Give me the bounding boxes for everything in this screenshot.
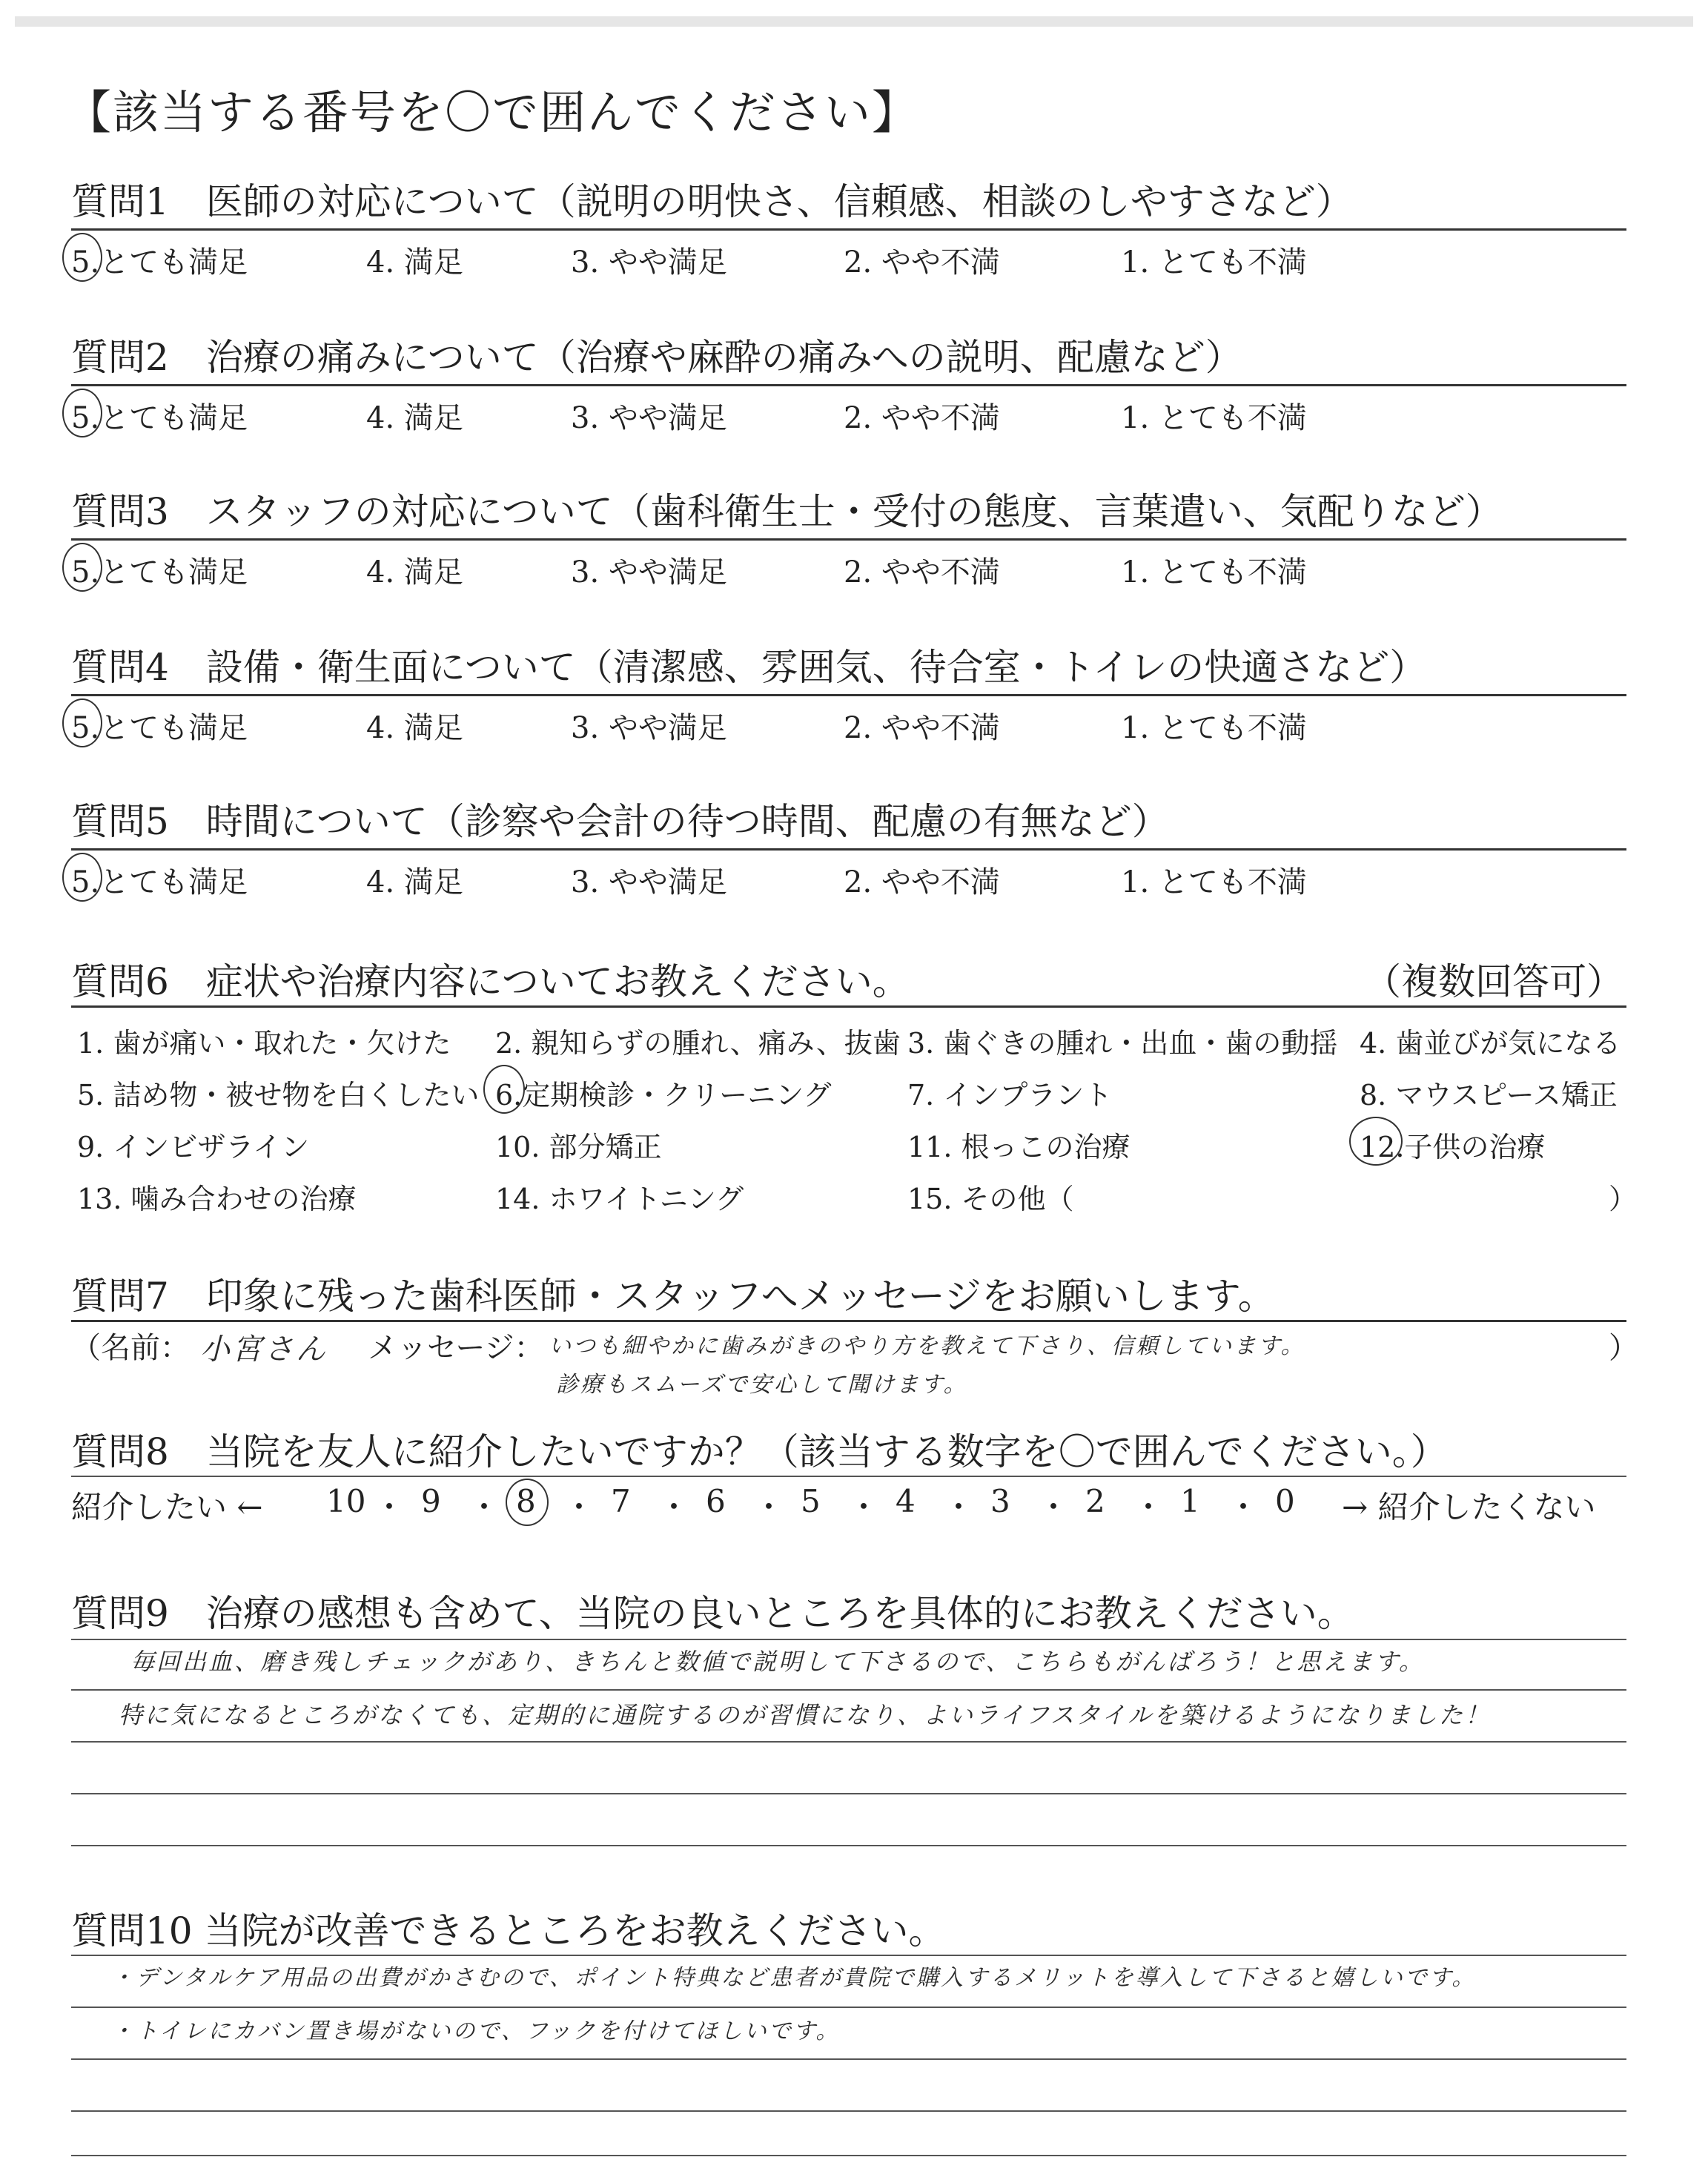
q6-item-15-close: ） [1609, 1183, 1638, 1215]
question-2-rule [71, 384, 1626, 386]
q1-option-1[interactable]: 1. とても不満 [1121, 245, 1307, 280]
q8-scale-10[interactable]: 10 [326, 1483, 366, 1519]
q8-scale-4[interactable]: 4 [896, 1483, 916, 1519]
q3-option-5[interactable]: 5.とても満足 [71, 555, 248, 589]
q4-option-5[interactable]: 5.とても満足 [71, 711, 248, 745]
q8-scale-0[interactable]: 0 [1275, 1483, 1295, 1519]
question-3-title: 質問3 スタッフの対応について（歯科衛生士・受付の態度、言葉遣い、気配りなど） [71, 490, 1503, 533]
question-7-rule [71, 1320, 1626, 1322]
q10-line-4 [71, 2110, 1626, 2112]
q5-option-2[interactable]: 2. やや不満 [844, 865, 1000, 899]
q7-name-label: （名前： [71, 1331, 190, 1365]
q8-scale-7[interactable]: 7 [611, 1483, 631, 1519]
q2-option-2[interactable]: 2. やや不満 [844, 401, 1000, 435]
q8-scale-3[interactable]: 3 [990, 1483, 1010, 1519]
q6-item-8[interactable]: 8. マウスピース矯正 [1360, 1079, 1618, 1112]
q8-scale-separator: ・ [1228, 1489, 1260, 1525]
q5-option-4[interactable]: 4. 満足 [366, 865, 463, 899]
q6-item-15[interactable]: 15. その他（ [907, 1183, 1074, 1215]
q1-option-5[interactable]: 5.とても満足 [71, 245, 248, 280]
q6-item-5[interactable]: 5. 詰め物・被せ物を白くしたい [77, 1079, 480, 1112]
q10-line-3 [71, 2058, 1626, 2060]
question-2-title: 質問2 治療の痛みについて（治療や麻酔の痛みへの説明、配慮など） [71, 336, 1242, 379]
q8-scale-5[interactable]: 5 [801, 1483, 821, 1519]
q3-option-1[interactable]: 1. とても不満 [1121, 555, 1307, 589]
question-1-title: 質問1 医師の対応について（説明の明快さ、信頼感、相談のしやすさなど） [71, 180, 1353, 223]
q2-option-4[interactable]: 4. 満足 [366, 401, 463, 435]
q3-option-4[interactable]: 4. 満足 [366, 555, 463, 589]
q6-item-6[interactable]: 6.定期検診・クリーニング [495, 1079, 832, 1112]
question-5-rule [71, 848, 1626, 851]
q8-scale-separator: ・ [1038, 1489, 1070, 1525]
q4-option-2[interactable]: 2. やや不満 [844, 711, 1000, 745]
q1-selected-circle [62, 233, 102, 282]
q5-option-1[interactable]: 1. とても不満 [1121, 865, 1307, 899]
q10-line-5 [71, 2155, 1626, 2156]
q8-scale-2[interactable]: 2 [1085, 1483, 1105, 1519]
q6-item-2[interactable]: 2. 親知らずの腫れ、痛み、抜歯 [495, 1027, 901, 1060]
question-1-rule [71, 228, 1626, 231]
q6-item-10[interactable]: 10. 部分矯正 [495, 1131, 662, 1163]
q8-scale-8[interactable]: 8 [516, 1483, 536, 1519]
q10-answer-line1[interactable]: ・デンタルケア用品の出費がかさむので、ポイント特典など患者が貴院で購入するメリットを導入して下さると嬉しいです。 [111, 1965, 1477, 1991]
q9-line-4 [71, 1793, 1626, 1794]
q7-message-label: メッセージ： [368, 1331, 544, 1365]
q2-option-5[interactable]: 5.とても満足 [71, 401, 248, 435]
question-6-note: （複数回答可） [1364, 960, 1623, 1003]
q6-item-13[interactable]: 13. 噛み合わせの治療 [77, 1183, 357, 1215]
q7-message-line2[interactable]: 診療もスムーズで安心して聞けます。 [556, 1372, 968, 1398]
q8-right-label: → 紹介したくない [1342, 1489, 1596, 1525]
question-6-rule [71, 1005, 1626, 1008]
q5-option-3[interactable]: 3. やや満足 [571, 865, 727, 899]
q9-answer-line1[interactable]: 毎回出血、磨き残しチェックがあり、きちんと数値で説明して下さるので、こちらもがんばろう！と思えます。 [130, 1648, 1425, 1676]
q1-option-4[interactable]: 4. 満足 [366, 245, 463, 280]
q2-option-1[interactable]: 1. とても不満 [1121, 401, 1307, 435]
q3-selected-circle [62, 543, 102, 592]
q8-scale-separator: ・ [943, 1489, 975, 1525]
q5-selected-circle [62, 853, 102, 902]
q3-option-2[interactable]: 2. やや不満 [844, 555, 1000, 589]
q8-scale-1[interactable]: 1 [1180, 1483, 1200, 1519]
question-6-title: 質問6 症状や治療内容についてお教えください。 [71, 960, 910, 1003]
q4-option-1[interactable]: 1. とても不満 [1121, 711, 1307, 745]
q3-option-3[interactable]: 3. やや満足 [571, 555, 727, 589]
question-9-title: 質問9 治療の感想も含めて、当院の良いところを具体的にお教えください。 [71, 1592, 1354, 1635]
question-4-title: 質問4 設備・衛生面について（清潔感、雰囲気、待合室・トイレの快適さなど） [71, 646, 1427, 689]
q4-option-3[interactable]: 3. やや満足 [571, 711, 727, 745]
question-8-title: 質問8 当院を友人に紹介したいですか？（該当する数字を〇で囲んでください。） [71, 1430, 1448, 1473]
question-8-rule [71, 1476, 1626, 1477]
q8-scale-separator: ・ [1133, 1489, 1165, 1525]
q9-answer-line2[interactable]: 特に気になるところがなくても、定期的に通院するのが習慣になり、よいライフスタイルを築けるようになりました！ [119, 1701, 1492, 1729]
question-10-title: 質問10 当院が改善できるところをお教えください。 [71, 1909, 946, 1952]
q2-selected-circle [62, 389, 102, 437]
q6-item-7[interactable]: 7. インプラント [907, 1079, 1113, 1112]
q6-item-11[interactable]: 11. 根っこの治療 [907, 1131, 1131, 1163]
q5-option-5[interactable]: 5.とても満足 [71, 865, 248, 899]
q9-line-3 [71, 1741, 1626, 1743]
q8-scale-separator: ・ [563, 1489, 595, 1525]
q6-item-1[interactable]: 1. 歯が痛い・取れた・欠けた [77, 1027, 451, 1060]
q4-option-4[interactable]: 4. 満足 [366, 711, 463, 745]
q6-item-12[interactable]: 12.子供の治療 [1360, 1131, 1546, 1163]
q6-selected-circle-12 [1349, 1117, 1403, 1166]
q8-scale-separator: ・ [658, 1489, 690, 1525]
q8-scale-separator: ・ [753, 1489, 785, 1525]
form-title: 【該当する番号を〇で囲んでください】 [65, 85, 920, 139]
q8-left-label: 紹介したい ← [71, 1489, 263, 1525]
q8-selected-circle [506, 1479, 549, 1526]
q1-option-2[interactable]: 2. やや不満 [844, 245, 1000, 280]
q8-scale-separator: ・ [374, 1489, 406, 1525]
question-3-rule [71, 538, 1626, 541]
q10-answer-line2[interactable]: ・トイレにカバン置き場がないので、フックを付けてほしいです。 [111, 2018, 841, 2044]
q10-line-2 [71, 2007, 1626, 2008]
q9-line-5 [71, 1845, 1626, 1846]
q7-name-value[interactable]: 小宮さん [200, 1332, 328, 1367]
q1-option-3[interactable]: 3. やや満足 [571, 245, 727, 280]
q6-item-3[interactable]: 3. 歯ぐきの腫れ・出血・歯の動揺 [907, 1027, 1338, 1060]
q10-line-1 [71, 1955, 1626, 1956]
q9-line-1 [71, 1639, 1626, 1640]
q6-item-9[interactable]: 9. インビザライン [77, 1131, 310, 1163]
question-5-title: 質問5 時間について（診察や会計の待つ時間、配慮の有無など） [71, 800, 1169, 843]
question-4-rule [71, 694, 1626, 696]
q6-item-14[interactable]: 14. ホワイトニング [495, 1183, 744, 1215]
q8-scale-6[interactable]: 6 [706, 1483, 726, 1519]
q6-item-4[interactable]: 4. 歯並びが気になる [1360, 1027, 1621, 1060]
question-7-title: 質問7 印象に残った歯科医師・スタッフへメッセージをお願いします。 [71, 1275, 1275, 1318]
q9-line-2 [71, 1689, 1626, 1691]
q6-selected-circle-6 [483, 1065, 525, 1114]
scan-edge [15, 16, 1693, 27]
q2-option-3[interactable]: 3. やや満足 [571, 401, 727, 435]
q8-scale-separator: ・ [469, 1489, 500, 1525]
q8-scale-9[interactable]: 9 [421, 1483, 441, 1519]
q4-selected-circle [62, 698, 102, 747]
q7-close-paren: ） [1609, 1331, 1638, 1365]
q8-scale-separator: ・ [848, 1489, 880, 1525]
q7-message-line1[interactable]: いつも細やかに歯みがきのやり方を教えて下さり、信頼しています。 [549, 1333, 1305, 1359]
